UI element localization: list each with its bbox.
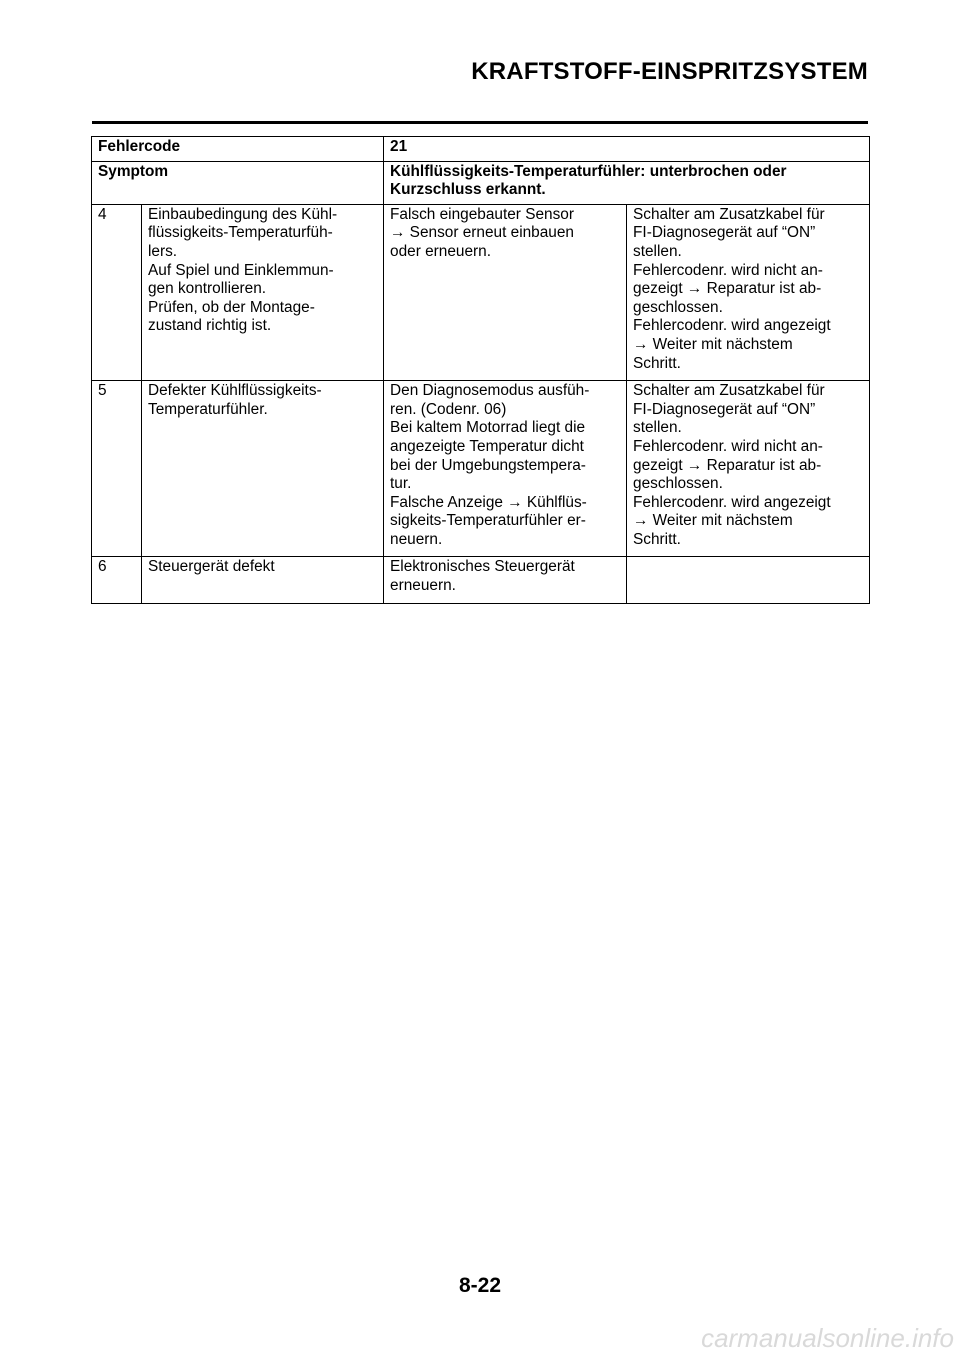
text-line: FI-Diagnosegerät auf “ON” [633,224,816,242]
result-cell [627,381,870,557]
text-line: Falsche Anzeige → Kühlflüs- [390,493,587,511]
step-number: 4 [92,204,142,380]
text-line: → Weiter mit nächstem [633,512,793,530]
text-line: stellen. [633,419,682,437]
text-line: neuern. [390,530,443,548]
text-line: stellen. [633,242,682,260]
text-line: Fehlercodenr. wird nicht an- [633,261,823,279]
text-line: Schalter am Zusatzkabel für [633,382,825,400]
text-line: erneuern. [390,577,456,595]
step-number: 5 [92,381,142,557]
text-line: Defekter Kühlflüssigkeits- [148,382,322,400]
step-number: 6 [92,557,142,603]
text-line: Fehlercodenr. wird angezeigt [633,493,831,511]
text-line: FI-Diagnosegerät auf “ON” [633,400,816,418]
text-line: lers. [148,242,178,260]
action-cell [384,381,627,557]
text-line: → Weiter mit nächstem [633,335,793,353]
text-line: gezeigt → Reparatur ist ab- [633,280,822,298]
text-line: Kühlflüssigkeits-Temperaturfühler: unterbrochen oder [390,162,787,180]
text-line: geschlossen. [633,298,723,316]
result-cell [627,204,870,380]
text-line: flüssigkeits-Temperaturfüh- [148,224,333,242]
text-line: geschlossen. [633,475,723,493]
text-line: tur. [390,475,412,493]
action-cell [384,557,627,603]
header-label: Fehlercode [92,137,384,162]
text-line: zustand richtig ist. [148,317,272,335]
text-line: Bei kaltem Motorrad liegt die [390,419,586,437]
text-line: Falsch eingebauter Sensor [390,205,574,223]
text-line: oder erneuern. [390,242,491,260]
text-line: Fehlercodenr. wird nicht an- [633,437,823,455]
text-line: 21 [390,138,408,155]
text-line: Kurzschluss erkannt. [390,181,546,199]
text-line: Schritt. [633,530,681,548]
text-line: Prüfen, ob der Montage- [148,298,315,316]
text-line: Schalter am Zusatzkabel für [633,205,825,223]
watermark: carmanualsonline.info [701,1323,954,1353]
text-line: Steuergerät defekt [148,558,275,576]
text-line: gezeigt → Reparatur ist ab- [633,456,822,474]
action-cell [384,204,627,380]
table-row [92,204,870,380]
text-line: Den Diagnosemodus ausfüh- [390,382,590,400]
text-line: gen kontrollieren. [148,280,267,298]
header-rule [92,121,868,124]
text-line: Auf Spiel und Einklemmun- [148,261,334,279]
text-line: bei der Umgebungstempera- [390,456,586,474]
text-line: Schritt. [633,354,681,372]
text-line: Einbaubedingung des Kühl- [148,205,338,223]
text-line: angezeigte Temperatur dicht [390,437,584,455]
page-number: 8-22 [458,1274,502,1297]
text-line: ren. (Codenr. 06) [390,400,507,418]
text-line: Fehlercodenr. wird angezeigt [633,317,831,335]
text-line: Temperaturfühler. [148,400,268,418]
text-line: sigkeits-Temperaturfühler er- [390,512,586,530]
check-item-cell [142,204,384,380]
table-header-row [92,161,870,204]
fault-code-table [91,136,870,604]
check-item-cell [142,557,384,603]
table-row [92,557,870,603]
result-cell [627,557,870,603]
header-value [384,137,870,162]
text-line: Elektronisches Steuergerät [390,558,575,576]
text-line: → Sensor erneut einbauen [390,224,574,242]
check-item-cell [142,381,384,557]
table-header-row [92,137,870,162]
header-label: Symptom [92,161,384,204]
page-title: KRAFTSTOFF-EINSPRITZSYSTEM [471,58,868,85]
table-row [92,381,870,557]
header-value [384,161,870,204]
